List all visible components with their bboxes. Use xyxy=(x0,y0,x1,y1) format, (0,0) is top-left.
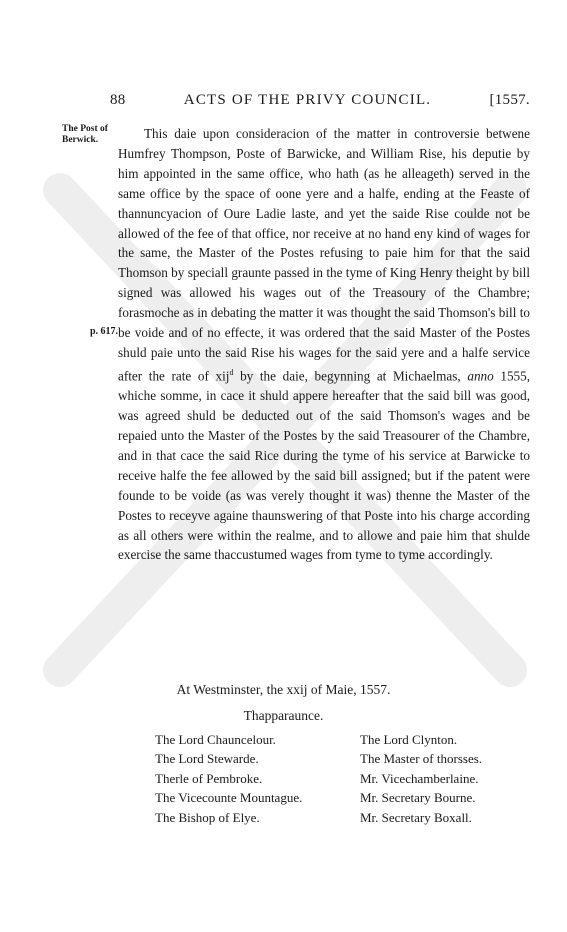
margin-note-line: Berwick. xyxy=(62,135,99,145)
attendee-right: Mr. Secretary Bourne. xyxy=(360,790,476,806)
minute-text: This daie upon consideracion of the matter in controversie betwene Humfrey Thompson, Poste of Barwicke, and William Rise, his deputie by him appointed in the same office, who hath (as he alleageth) served in the same office by the space of oone yere and a halfe, ending at the Feaste of thannuncyacion of Oure Ladie laste, and yet the saide Rise coulde not be allowed of the fee of that office, nor receive at no hand eny kind of wages for the same, the Master of the Postes refusing to paie him for that the said Thomson by speciall graunte passed in the tyme of King Henry theight by bill signed was allowed his wages out of the Treasoury of the Chambre; forasmoche as in debating the matter it was thought the said Thomson's bill to be voide and of no effecte, it was ordered that the said Master of the Postes shuld paie unto the said Rise his wages for the said yere and a halfe service after the rate of xij xyxy=(118,126,530,384)
attendee-left: The Bishop of Elye. xyxy=(155,809,260,825)
attendee-right: The Master of thorsses. xyxy=(360,751,483,767)
margin-note xyxy=(62,124,122,146)
attendee-right: Mr. Vicechamberlaine. xyxy=(360,770,479,786)
attendee-list xyxy=(155,730,525,827)
margin-note-line: The Post of xyxy=(62,124,108,134)
attendee-left: The Lord Stewarde. xyxy=(155,751,259,767)
margin-page-reference: p. 617. xyxy=(90,326,119,337)
attendee-right: Mr. Secretary Boxall. xyxy=(360,809,472,825)
attendee-left: Therle of Pembroke. xyxy=(155,770,263,786)
header-year: [1557. xyxy=(489,92,530,108)
minute-paragraph xyxy=(118,124,530,565)
running-header xyxy=(110,92,530,109)
italic-anno: anno xyxy=(467,368,494,384)
page-number: 88 xyxy=(110,92,126,108)
session-subheading: Thapparaunce. xyxy=(243,708,324,723)
session-heading: At Westminster, the xxij of Maie, 1557. xyxy=(176,682,391,697)
attendee-left: The Vicecounte Mountague. xyxy=(155,790,303,806)
minute-text: by the daie, begynning at Michaelmas, xyxy=(233,368,468,384)
attendee-right: The Lord Clynton. xyxy=(360,732,458,747)
minute-text: 1555, whiche somme, in cace it shuld appere hereafter that the said bill was good, was agreed shuld be deducted out of the said Thomson's wages and be repaied unto the Master of the Postes by the said Treasourer of the Chambre, and in that cace the said Rice during the tyme of his service at Barwicke to receive halfe the fee allowed by the said bill assigned; but if the patent were founde to be voide (as was verely thought it was) thenne the Master of the Postes to receyve againe thaunswering of that Poste into his charge according as all others were within the realme, and to allowe and paie him that shulde exercise the same thaccustumed wages from tyme to tyme accordingly. xyxy=(118,368,531,563)
running-title: ACTS OF THE PRIVY COUNCIL. xyxy=(183,92,432,108)
pence-superscript: d xyxy=(229,367,234,377)
minute-entry xyxy=(118,124,530,565)
attendee-left: The Lord Chauncelour. xyxy=(155,732,276,747)
